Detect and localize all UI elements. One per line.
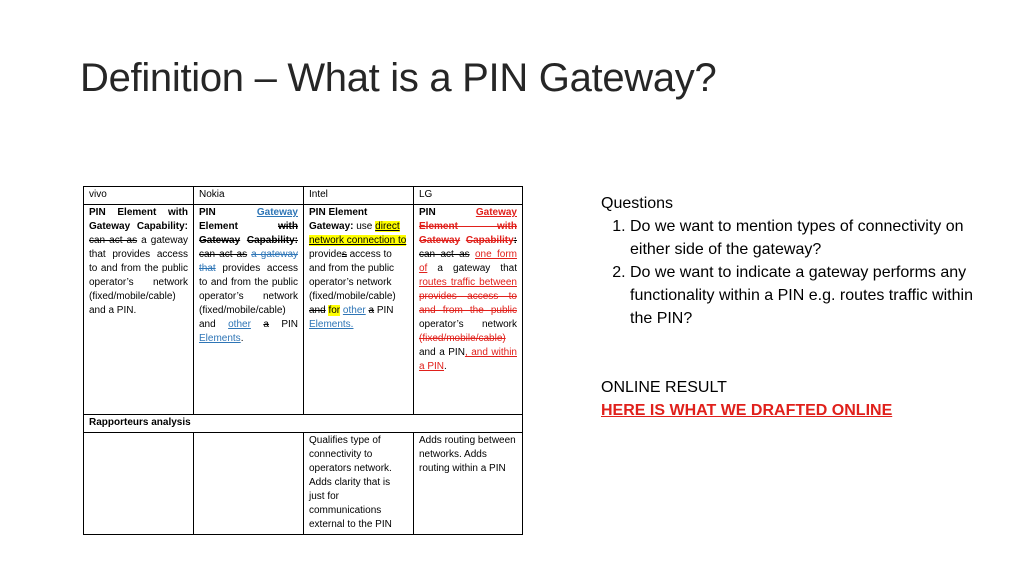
- questions-list: [601, 215, 981, 330]
- cell-rapporteurs-vivo: [84, 433, 194, 535]
- rapporteurs-label: Rapporteurs analysis: [84, 415, 523, 433]
- lg-deleted-can-act: can act as: [419, 249, 470, 260]
- slide-title: Definition – What is a PIN Gateway?: [80, 56, 717, 100]
- intel-text-provide: provide: [309, 249, 342, 260]
- online-result-label: ONLINE RESULT: [601, 379, 727, 396]
- comparison-table: [83, 186, 523, 535]
- header-lg: LG: [414, 187, 523, 205]
- lg-text-operators-network: operator’s network: [419, 319, 517, 330]
- lg-inserted-gateway: Gateway: [475, 207, 517, 218]
- nokia-deleted-with-gateway: with Gateway: [199, 221, 298, 246]
- nokia-inserted-gateway: Gateway: [256, 207, 298, 218]
- intel-highlight-direct-connection: direct network connection to: [309, 221, 407, 246]
- header-vivo: vivo: [84, 187, 194, 205]
- list-item: 2. Do we want to indicate a gateway performs any functionality within a PIN e.g. routes traffic within the PIN?: [630, 261, 981, 330]
- intel-inserted-other: other: [342, 305, 366, 316]
- nokia-inserted-other: other: [228, 319, 251, 330]
- lg-deleted-fixed-mobile: (fixed/mobile/cable): [419, 333, 506, 344]
- nokia-deleted-a: a: [263, 319, 269, 330]
- intel-text-pin: PIN: [376, 305, 394, 316]
- lg-deleted-colon: :: [513, 235, 517, 246]
- lg-inserted-one-form-of: one form of: [419, 249, 518, 274]
- questions-heading: Questions: [601, 195, 674, 212]
- nokia-deleted-can-act: can act as: [199, 249, 248, 260]
- nokia-deleted-gateway-that: a gateway that: [199, 249, 298, 274]
- header-intel: Intel: [304, 187, 414, 205]
- lg-text-gateway: a gateway that: [437, 263, 518, 274]
- vivo-term: PIN Element with Gateway Capability:: [89, 207, 188, 232]
- nokia-inserted-elements: Elements: [199, 333, 241, 344]
- questions-block: [601, 192, 981, 330]
- table-header-row: [84, 187, 523, 205]
- list-item: 1. Do we want to mention types of connectivity on either side of the gateway?: [630, 215, 981, 261]
- rapporteurs-row: [84, 415, 523, 433]
- lg-deleted-element-with-gateway: Element with Gateway: [419, 221, 517, 246]
- cell-rapporteurs-lg: Adds routing between networks. Adds routing within a PIN: [414, 433, 523, 535]
- cell-vivo-definition: [84, 205, 194, 415]
- nokia-term-pin: PIN: [199, 207, 216, 218]
- intel-deleted-a: a: [368, 305, 375, 316]
- intel-term: PIN Element Gateway:: [309, 207, 368, 232]
- cell-rapporteurs-nokia: [194, 433, 304, 535]
- vivo-deleted: can act as: [89, 235, 138, 246]
- header-nokia: Nokia: [194, 187, 304, 205]
- cell-nokia-definition: [194, 205, 304, 415]
- table-row: [84, 433, 523, 535]
- nokia-deleted-capability: Capability:: [246, 235, 298, 246]
- lg-deleted-capability: Capability: [465, 235, 514, 246]
- lg-term-pin: PIN: [419, 207, 436, 218]
- vivo-text: a gateway that provides access to and from the public operator’s network (fixed/mobile/cable) and a PIN.: [89, 235, 188, 316]
- intel-highlight-for: for: [328, 305, 341, 316]
- lg-period: .: [444, 361, 447, 372]
- intel-text-use: use: [356, 221, 373, 232]
- cell-lg-definition: [414, 205, 523, 415]
- lg-deleted-provides-access: provides access to and from the public: [419, 291, 517, 316]
- nokia-period: .: [240, 333, 244, 344]
- cell-intel-definition: [304, 205, 414, 415]
- lg-inserted-routes-traffic: routes traffic between: [419, 277, 517, 288]
- nokia-text-pin: PIN: [281, 319, 299, 330]
- nokia-term-element: Element: [199, 221, 238, 232]
- online-result-block: [601, 376, 892, 422]
- lg-inserted-within-pin: , and within a PIN: [419, 347, 517, 372]
- table-row: [84, 205, 523, 415]
- lg-text-and-pin: and a PIN: [419, 347, 465, 358]
- intel-deleted-and: and: [309, 305, 326, 316]
- nokia-text: provides access to and from the public operator’s network (fixed/mobile/cable) and: [199, 263, 299, 330]
- intel-deleted-s: s: [341, 249, 347, 260]
- intel-text: access to and from the public operator’s network (fixed/mobile/cable): [309, 249, 396, 302]
- online-result-link[interactable]: HERE IS WHAT WE DRAFTED ONLINE: [601, 402, 893, 419]
- cell-rapporteurs-intel: Qualifies type of connectivity to operators network. Adds clarity that is just for communications external to the PIN: [304, 433, 414, 535]
- intel-inserted-elements: Elements.: [309, 319, 354, 330]
